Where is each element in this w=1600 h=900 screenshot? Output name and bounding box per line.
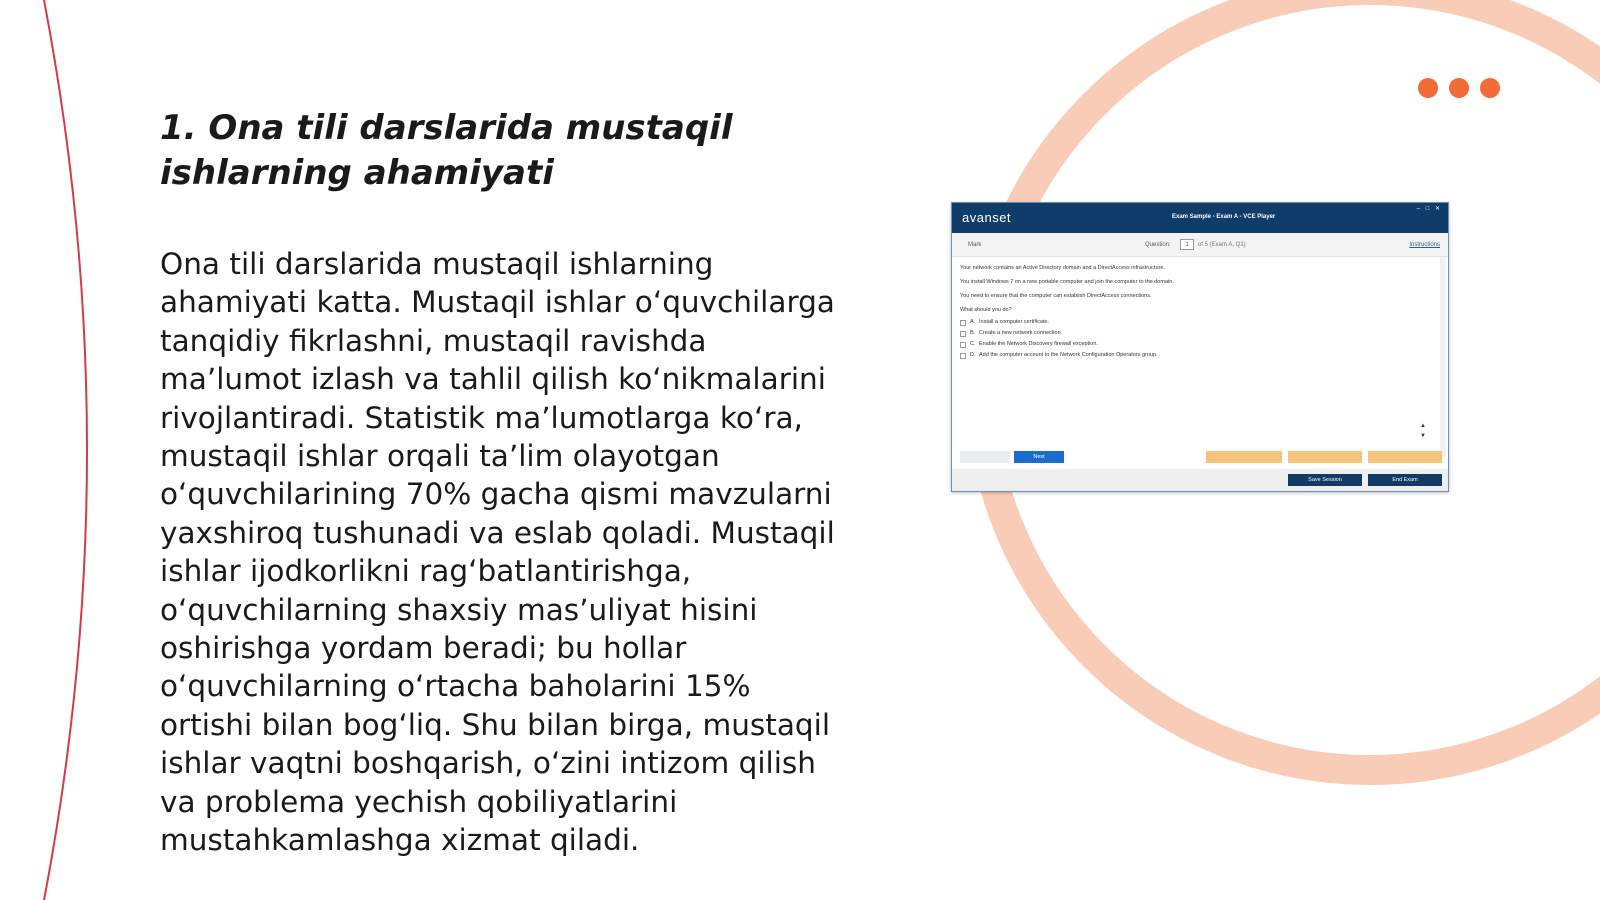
option-letter: C.	[970, 341, 976, 347]
checkbox-icon[interactable]	[960, 320, 966, 326]
question-line: What should you do?	[960, 307, 1012, 313]
answer-option[interactable]	[960, 350, 1430, 361]
scroll-up-icon[interactable]: ▲	[1420, 423, 1426, 429]
left-red-curve	[44, 0, 87, 900]
window-title: Exam Sample - Exam A - VCE Player	[1172, 214, 1276, 220]
slide-title: 1. Ona tili darslarida mustaqil ishlarning ahamiyati	[160, 108, 733, 193]
dots-indicator	[1418, 78, 1500, 98]
app-logo: avanset	[962, 210, 1012, 225]
toolbar-button[interactable]	[1368, 451, 1442, 463]
instructions-link[interactable]: Instructions	[1409, 242, 1440, 248]
question-line: You need to ensure that the computer can establish DirectAccess connections.	[960, 293, 1152, 299]
checkbox-icon[interactable]	[960, 331, 966, 337]
next-button[interactable]: Next	[1014, 451, 1064, 463]
answer-option[interactable]	[960, 339, 1430, 350]
option-text: Create a new network connection.	[979, 330, 1063, 336]
window-controls[interactable]: – □ ✕	[1416, 206, 1442, 212]
toolbar-button[interactable]	[1288, 451, 1362, 463]
end-exam-button[interactable]: End Exam	[1368, 474, 1442, 486]
vertical-scrollbar[interactable]	[1440, 257, 1446, 457]
option-text: Add the computer account to the Network Configuration Operators group.	[979, 352, 1158, 358]
question-label: Question:	[1145, 242, 1171, 248]
slide-body-text: Ona tili darslarida mustaqil ishlarning ahamiyati katta. Mustaqil ishlar o‘quvchilarga tanqidiy fikrlashni, mustaqil ravishda ma’lumot izlash va tahlil qilish ko‘nikmalarini rivojlantiradi. Statistik ma’lumotlarga ko‘ra, mustaqil ishlar orqali ta’lim olayotgan o‘quvchilarining 70% gacha qismi mavzularni yaxshiroq tushunadi va eslab qoladi. Mustaqil ishlar ijodkorlikni rag‘batlantirishga, o‘quvchilarning shaxsiy mas’uliyat hisini oshirishga yordam beradi; bu hollar o‘quvchilarning o‘rtacha baholarini 15% ortishi bilan bog‘liq. Shu bilan birga, mustaqil ishlar vaqtni boshqarish, o‘zini intizom qilish va problema yechish qobiliyatlarini mustahkamlashga xizmat qiladi.	[160, 247, 835, 858]
question-content	[960, 261, 1430, 361]
checkbox-icon[interactable]	[960, 353, 966, 359]
option-text: Install a computer certificate.	[979, 319, 1050, 325]
question-of-text: of 5 (Exam A, Q1)	[1198, 242, 1246, 248]
question-number-input[interactable]: 1	[1180, 239, 1194, 250]
option-text: Enable the Network Discovery firewall exception.	[979, 341, 1098, 347]
bottom-bar	[952, 469, 1448, 492]
navigation-bar	[952, 451, 1448, 469]
mark-checkbox-label[interactable]: Mark	[968, 242, 982, 248]
save-session-button[interactable]: Save Session	[1288, 474, 1362, 486]
option-letter: D.	[970, 352, 976, 358]
answer-option[interactable]	[960, 328, 1430, 339]
embedded-screenshot	[951, 202, 1449, 492]
option-letter: A.	[970, 319, 976, 325]
question-line: Your network contains an Active Directory domain and a DirectAccess infrastructure.	[960, 265, 1165, 271]
dot	[1449, 78, 1469, 98]
scroll-down-icon[interactable]: ▼	[1420, 433, 1426, 439]
checkbox-icon[interactable]	[960, 342, 966, 348]
toolbar-button[interactable]	[1206, 451, 1282, 463]
answer-option[interactable]	[960, 317, 1430, 328]
question-line: You install Windows 7 on a new portable computer and join the computer to the domain.	[960, 279, 1174, 285]
dot	[1480, 78, 1500, 98]
screenshot-toolbar	[952, 233, 1448, 257]
previous-button[interactable]	[960, 451, 1010, 463]
option-letter: B.	[970, 330, 976, 336]
screenshot-titlebar	[952, 203, 1448, 233]
dot	[1418, 78, 1438, 98]
